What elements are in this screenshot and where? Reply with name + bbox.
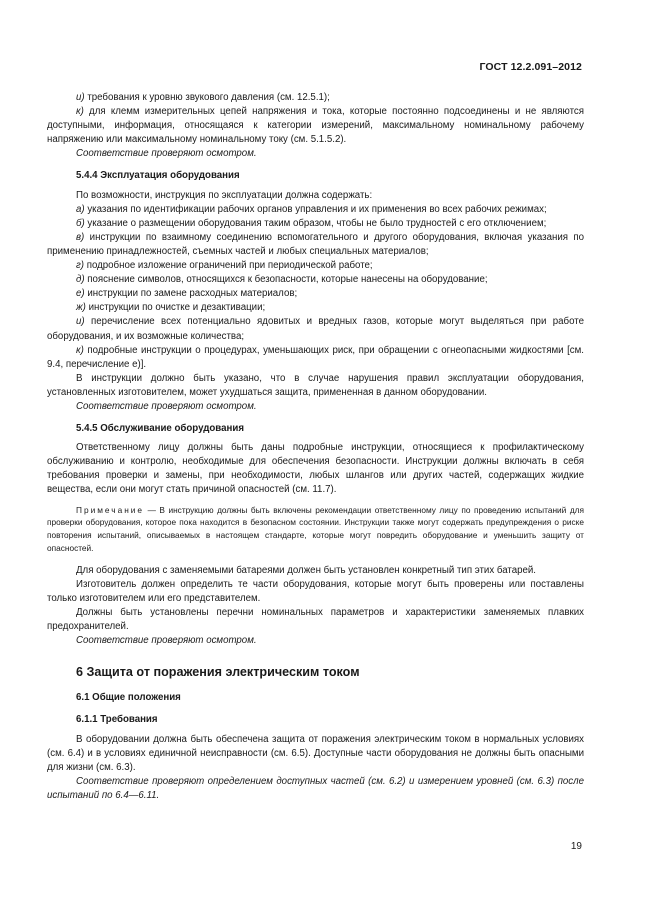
list-marker: а) [76,203,85,215]
paragraph: В оборудовании должна быть обеспечена защита от поражения электрическим током в нормальных условиях (см. 6.4) и в условиях единичной неисправности (см. 6.5). Доступные части оборудования не должны быть опасными для жизни (см. 6.3). [47,733,584,773]
list-marker: ж) [76,302,86,314]
operation-instructions-list [47,203,584,372]
list-item [47,259,584,273]
list-text: пояснение символов, относящихся к безопасности, которые нанесены на оборудование; [84,274,488,286]
list-text: подробные инструкции о процедурах, уменьшающих риск, при обращении с огнеопасными жидкостями [см. 9.4, перечисление е)]. [47,344,584,370]
list-marker: и) [76,316,85,328]
paragraph: Для оборудования с заменяемыми батареями должен быть установлен конкретный тип этих батарей. [76,564,536,576]
list-item [47,301,584,315]
list-marker: д) [76,274,85,286]
list-text: для клемм измерительных цепей напряжения и тока, которые постоянно подсоединены и не являются доступными, информация, относящаяся к категории измерений, максимальному номинальному рабочему напряжению или максимальному номинальному току (см. 5.1.5.2). [47,106,584,146]
section-heading-6: 6 Защита от поражения электрическим током [76,665,360,680]
list-item [47,203,584,217]
list-text: инструкции по замене расходных материалов; [84,288,298,300]
list-item [47,105,584,147]
list-marker: б) [76,217,85,229]
paragraph: Ответственному лицу должны быть даны подробные инструкции, относящиеся к профилактическому обслуживанию и контролю, необходимые для обеспечения безопасности. Инструкции должны включать в себя требования проверки и замены, при необходимости, любых шлангов или других частей, содержащих жидкие вещества, если они могут стать причиной опасностей (см. 11.7). [47,442,584,496]
list-marker: к) [76,344,84,356]
note-text: — В инструкцию должны быть включены рекомендации ответственному лицу по проведению испытаний для проверки оборудования, которое пока находится в безопасном состоянии. Инструкции также могут содержать предупреждения о риске повторения испытаний, описываемых в настоящем стандарте, которые могут повредить оборудование и уменьшить защиту от опасностей. [47,504,584,553]
list-item [47,344,584,372]
list-item [47,231,584,259]
paragraph: Должны быть установлены перечни номинальных параметров и характеристики заменяемых плавких предохранителей. [47,607,584,633]
list-item [47,287,584,301]
note [47,504,584,555]
section-heading-6-1-1: 6.1.1 Требования [76,714,158,726]
list-marker: г) [76,260,85,272]
list-marker: и) [76,92,85,103]
compliance-text: Соответствие проверяют осмотром. [76,148,257,160]
compliance-text: Соответствие проверяют осмотром. [76,400,257,412]
list-marker: к) [76,106,84,118]
compliance-text: Соответствие проверяют определением доступных частей (см. 6.2) и измерением уровней (см. 6.3) после испытаний по 6.4—6.11. [47,775,584,801]
standard-header: ГОСТ 12.2.091–2012 [479,61,582,73]
list-text: указания по идентификации рабочих органов управления и их применения во всех рабочих режимах; [84,203,547,215]
list-item [47,273,584,287]
section-heading-5-4-5: 5.4.5 Обслуживание оборудования [76,423,244,435]
section-heading-6-1: 6.1 Общие положения [76,692,181,704]
compliance-text: Соответствие проверяют осмотром. [76,635,257,647]
page-number: 19 [570,841,582,852]
list-marker: е) [76,288,85,300]
list-item [47,315,584,343]
note-label: Примечание [76,504,145,515]
list-item [47,91,584,105]
list-text: перечисление всех потенциально ядовитых и вредных газов, которые могут выделяться при работе оборудования, и их возможные количества; [47,316,584,342]
list-text: указание о размещении оборудования таким образом, чтобы не было трудностей с его отключением; [84,217,547,229]
paragraph: Изготовитель должен определить те части оборудования, которые могут быть проверены или поставлены только изготовителем или его представителем. [47,578,584,604]
list-item [47,217,584,231]
list-text: подробное изложение ограничений при периодической работе; [84,260,373,272]
page-content [47,91,584,803]
list-text: инструкции по очистке и дезактивации; [85,302,266,314]
paragraph: В инструкции должно быть указано, что в случае нарушения правил эксплуатации оборудования, установленных изготовителем, может ухудшаться защита, примененная в данном оборудовании. [47,372,584,398]
section-heading-5-4-4: 5.4.4 Эксплуатация оборудования [76,170,240,182]
list-text: инструкции по взаимному соединению вспомогательного и другого оборудования, включая указания по применению принадлежностей, съемных частей и любых специальных материалов; [47,231,584,257]
list-text: требования к уровню звукового давления (см. 12.5.1); [84,92,330,103]
list-marker: в) [76,231,85,243]
paragraph: По возможности, инструкция по эксплуатации должна содержать: [76,189,373,201]
